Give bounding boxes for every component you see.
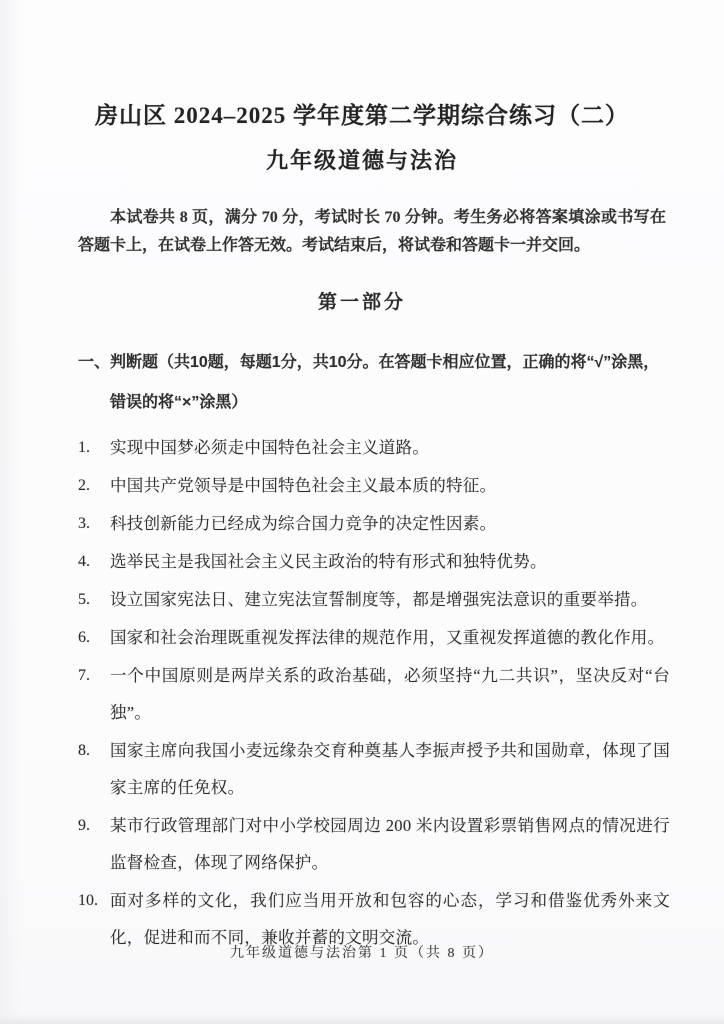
section-heading-line1: 一、判断题（共10题，每题1分，共10分。在答题卡相应位置，正确的将“√”涂黑， <box>78 354 660 371</box>
question-text: 面对多样的文化，我们应当用开放和包容的心态，学习和借鉴优秀外来文化，促进和而不同，兼收并蓄的文明交流。 <box>110 891 670 947</box>
scan-bottom-edge-shading <box>0 1014 724 1024</box>
question-number: 9. <box>78 817 90 834</box>
question-item-7 <box>78 657 670 731</box>
question-number: 7. <box>78 667 90 684</box>
question-text: 一个中国原则是两岸关系的政治基础，必须坚持“九二共识”，坚决反对“台独”。 <box>110 666 670 722</box>
exam-subject-title: 九年级道德与法治 <box>265 148 458 173</box>
question-item-5 <box>78 581 670 618</box>
question-item-6 <box>78 619 670 656</box>
part-one-heading: 第一部分 <box>317 292 406 313</box>
question-list <box>78 429 670 957</box>
question-number: 3. <box>78 515 90 532</box>
question-number: 4. <box>78 553 90 570</box>
section-heading-line2: 错误的将“×”涂黑） <box>110 394 248 411</box>
exam-notice: 本试卷共 8 页，满分 70 分，考试时长 70 分钟。考生务必将答案填涂或书写在答题卡上，在试卷上作答无效。考试结束后，将试卷和答题卡一并交回。 <box>78 209 666 254</box>
question-text: 某市行政管理部门对中小学校园周边 200 米内设置彩票销售网点的情况进行监督检查，体现了网络保护。 <box>110 816 670 872</box>
question-text: 设立国家宪法日、建立宪法宣誓制度等，都是增强宪法意识的重要举措。 <box>110 590 648 609</box>
question-number: 2. <box>78 477 90 494</box>
question-number: 6. <box>78 629 90 646</box>
page-footer: 九年级道德与法治第 1 页（共 8 页） <box>230 946 494 961</box>
question-number: 5. <box>78 591 90 608</box>
question-number: 10. <box>78 892 98 909</box>
question-text: 国家主席向我国小麦远缘杂交育种奠基人李振声授予共和国勋章，体现了国家主席的任免权。 <box>110 741 670 797</box>
question-item-3 <box>78 505 670 542</box>
question-number: 8. <box>78 742 90 759</box>
question-item-4 <box>78 543 670 580</box>
question-item-2 <box>78 467 670 504</box>
question-text: 实现中国梦必须走中国特色社会主义道路。 <box>110 438 430 457</box>
question-text: 选举民主是我国社会主义民主政治的特有形式和独特优势。 <box>110 552 547 571</box>
exam-title: 房山区 2024–2025 学年度第二学期综合练习（二） <box>95 103 629 128</box>
question-number: 1. <box>78 439 90 456</box>
question-item-8 <box>78 732 670 806</box>
question-text: 中国共产党领导是中国特色社会主义最本质的特征。 <box>110 476 497 495</box>
question-item-1 <box>78 429 670 466</box>
question-text: 国家和社会治理既重视发挥法律的规范作用，又重视发挥道德的教化作用。 <box>110 628 665 647</box>
question-text: 科技创新能力已经成为综合国力竞争的决定性因素。 <box>110 514 497 533</box>
question-item-9 <box>78 807 670 881</box>
section-heading-true-false <box>78 350 670 416</box>
